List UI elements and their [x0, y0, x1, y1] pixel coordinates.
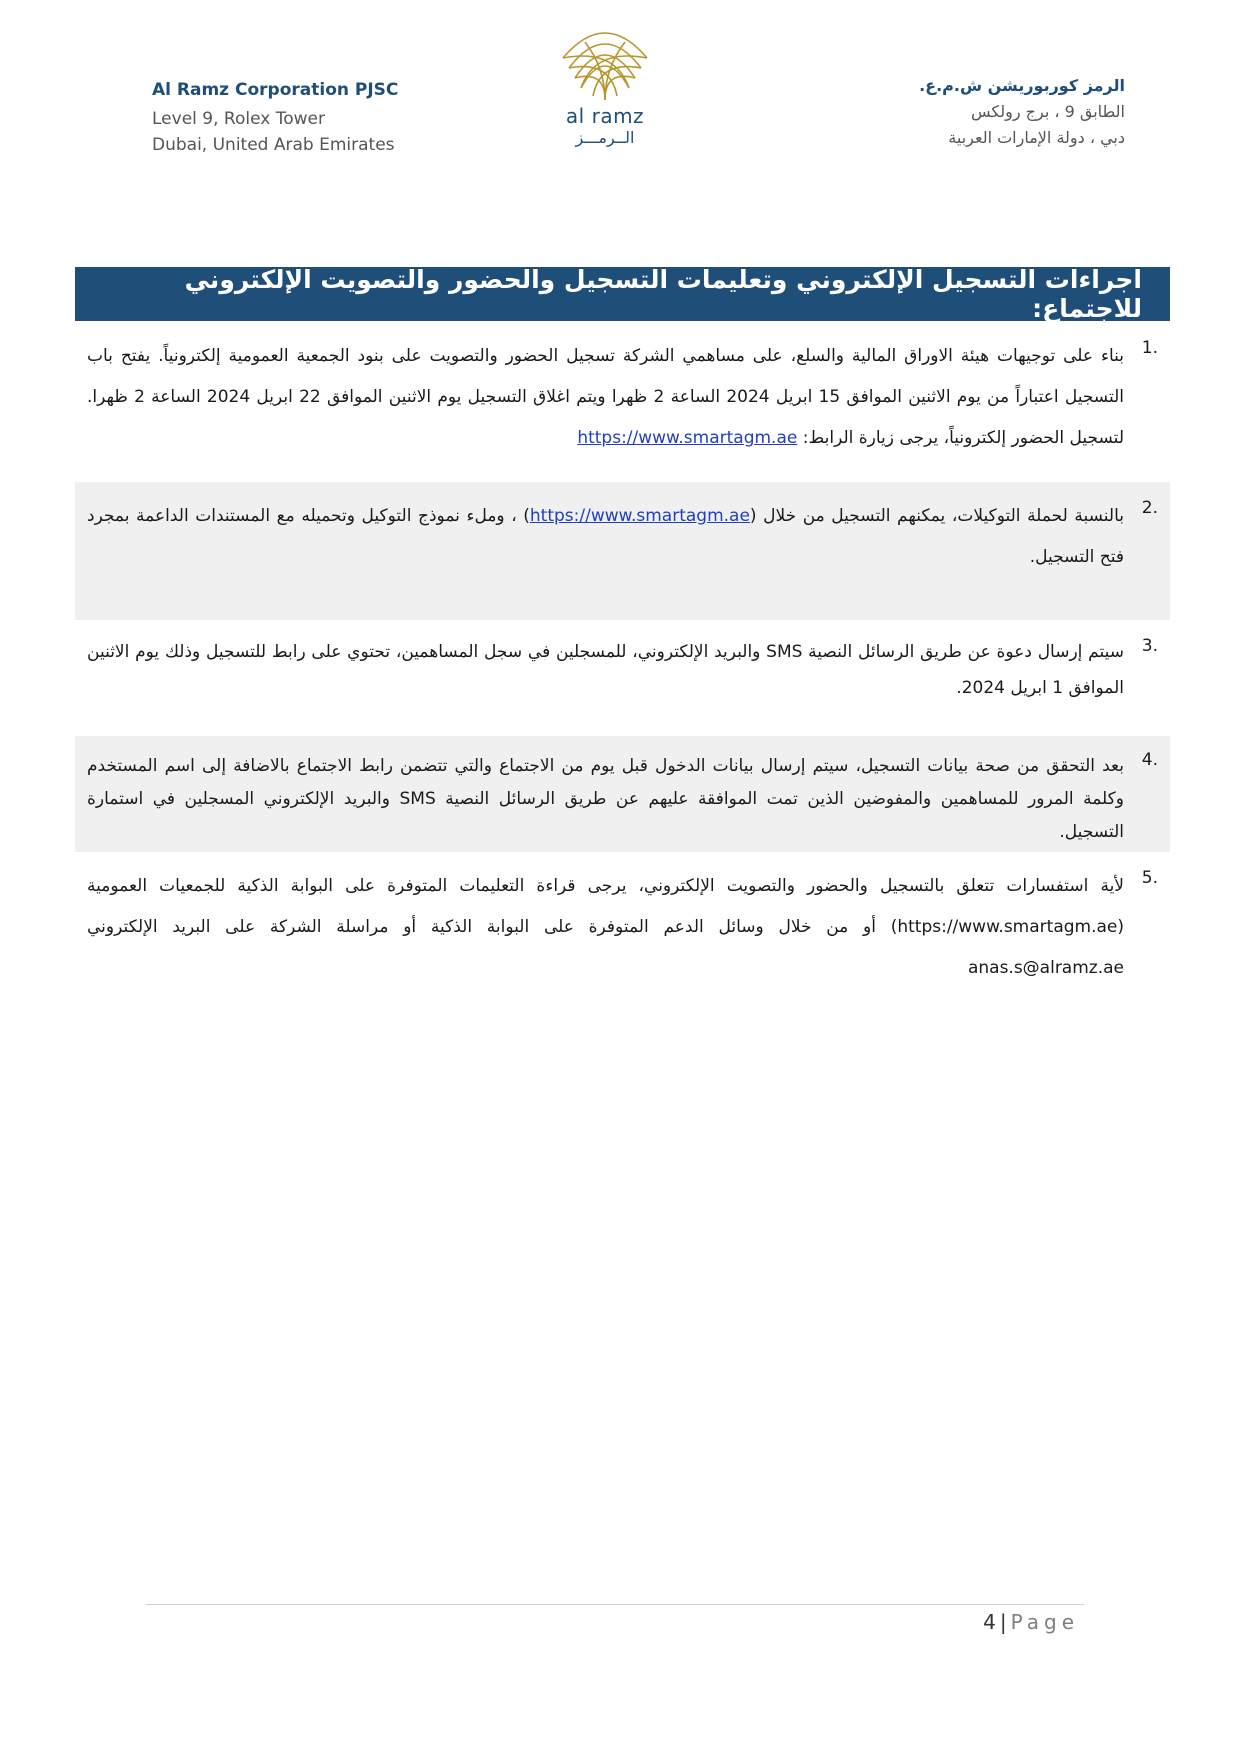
woven-arc-logo-icon — [555, 18, 655, 104]
al-ramz-logo — [555, 18, 655, 153]
item-2-text-a: بالنسبة لحملة التوكيلات، يمكنهم التسجيل من خلال ( — [749, 506, 1124, 526]
section-title: اجراءات التسجيل الإلكتروني وتعليمات التسجيل والحضور والتصويت الإلكتروني للاجتماع: — [184, 265, 1142, 323]
item-number: 2. — [1141, 498, 1158, 518]
item-5-text-a: لأية استفسارات تتعلق بالتسجيل والحضور والتصويت الإلكتروني، يرجى قراءة التعليمات المتوفرة على البوابة الذكية للجمعيات العمومية — [87, 876, 1124, 896]
page-label: Page — [1010, 1610, 1079, 1634]
item-1-text: بناء على توجيهات هيئة الاوراق المالية والسلع، على مساهمي الشركة تسجيل الحضور والتصويت على بنود الجمعية العمومية إلكترونياً. يفتح باب التسجيل اعتباراً من يوم الاثنين الموافق 15 ابريل 2024 الساعة 2 ظهرا ويتم اغلاق التسجيل يوم الاثنين الموافق 22 ابريل 2024 الساعة 2 ظهرا. لتسجيل الحضور إلكترونياً، يرجى زيارة الرابط: — [87, 346, 1124, 448]
address-line-2-en: Dubai, United Arab Emirates — [152, 135, 395, 155]
list-item-5 — [75, 866, 1170, 986]
list-item-1 — [75, 336, 1170, 458]
item-text — [87, 496, 1124, 578]
item-number: 4. — [1141, 750, 1158, 770]
page-number: 4 — [983, 1610, 996, 1634]
item-3-text: سيتم إرسال دعوة عن طريق الرسائل النصية SMS والبريد الإلكتروني، للمسجلين في سجل المساهمين، تحتوي على رابط للتسجيل وذلك يوم الاثنين الموافق 1 ابريل 2024. — [87, 642, 1124, 698]
section-title-bar — [75, 267, 1170, 321]
address-line-1-ar: الطابق 9 ، برج رولكس — [971, 102, 1125, 121]
address-line-2-ar: دبي ، دولة الإمارات العربية — [948, 128, 1125, 147]
header-right-address — [805, 76, 1125, 151]
company-name-en: Al Ramz Corporation PJSC — [152, 80, 399, 100]
header-left-address — [152, 80, 472, 158]
page-footer — [983, 1610, 1079, 1634]
item-text — [87, 866, 1124, 989]
logo-text-ar: الــرمـــز — [575, 128, 635, 147]
contact-email: anas.s@alramz.ae — [967, 958, 1124, 978]
list-item-2 — [75, 482, 1170, 620]
footer-separator: | — [999, 1610, 1007, 1634]
item-5-text-b: أو من خلال وسائل الدعم المتوفرة على البوابة الذكية أو مراسلة الشركة على البريد الإلكتروني — [87, 917, 891, 937]
smart-agm-url-text: (https://www.smartagm.ae) — [890, 917, 1124, 937]
company-name-ar: الرمز كوربوريشن ش.م.ع. — [919, 76, 1125, 95]
logo-text-en: al ramz — [565, 104, 645, 128]
item-2-text-b: ) ، وملء نموذج التوكيل وتحميله مع المستندات الداعمة بمجرد فتح التسجيل. — [87, 506, 1124, 567]
item-number: 5. — [1141, 868, 1158, 888]
list-item-3 — [75, 634, 1170, 706]
item-text — [87, 336, 1124, 459]
item-4-text: بعد التحقق من صحة بيانات التسجيل، سيتم إرسال بيانات الدخول قبل يوم من الاجتماع والتي تتضمن رابط الاجتماع بالاضافة إلى اسم المستخدم وكلمة المرور للمساهمين والمفوضين الذين تمت الموافقة عليهم عن طريق الرسائل النصية SMS والبريد الإلكتروني المسجلين في استمارة التسجيل. — [87, 756, 1124, 842]
address-line-1-en: Level 9, Rolex Tower — [152, 109, 325, 129]
footer-divider — [146, 1604, 1084, 1605]
proxy-registration-link[interactable]: https://www.smartagm.ae — [529, 506, 750, 526]
registration-link[interactable]: https://www.smartagm.ae — [577, 428, 798, 448]
list-item-4 — [75, 736, 1170, 852]
item-number: 3. — [1141, 636, 1158, 656]
item-number: 1. — [1141, 338, 1158, 358]
